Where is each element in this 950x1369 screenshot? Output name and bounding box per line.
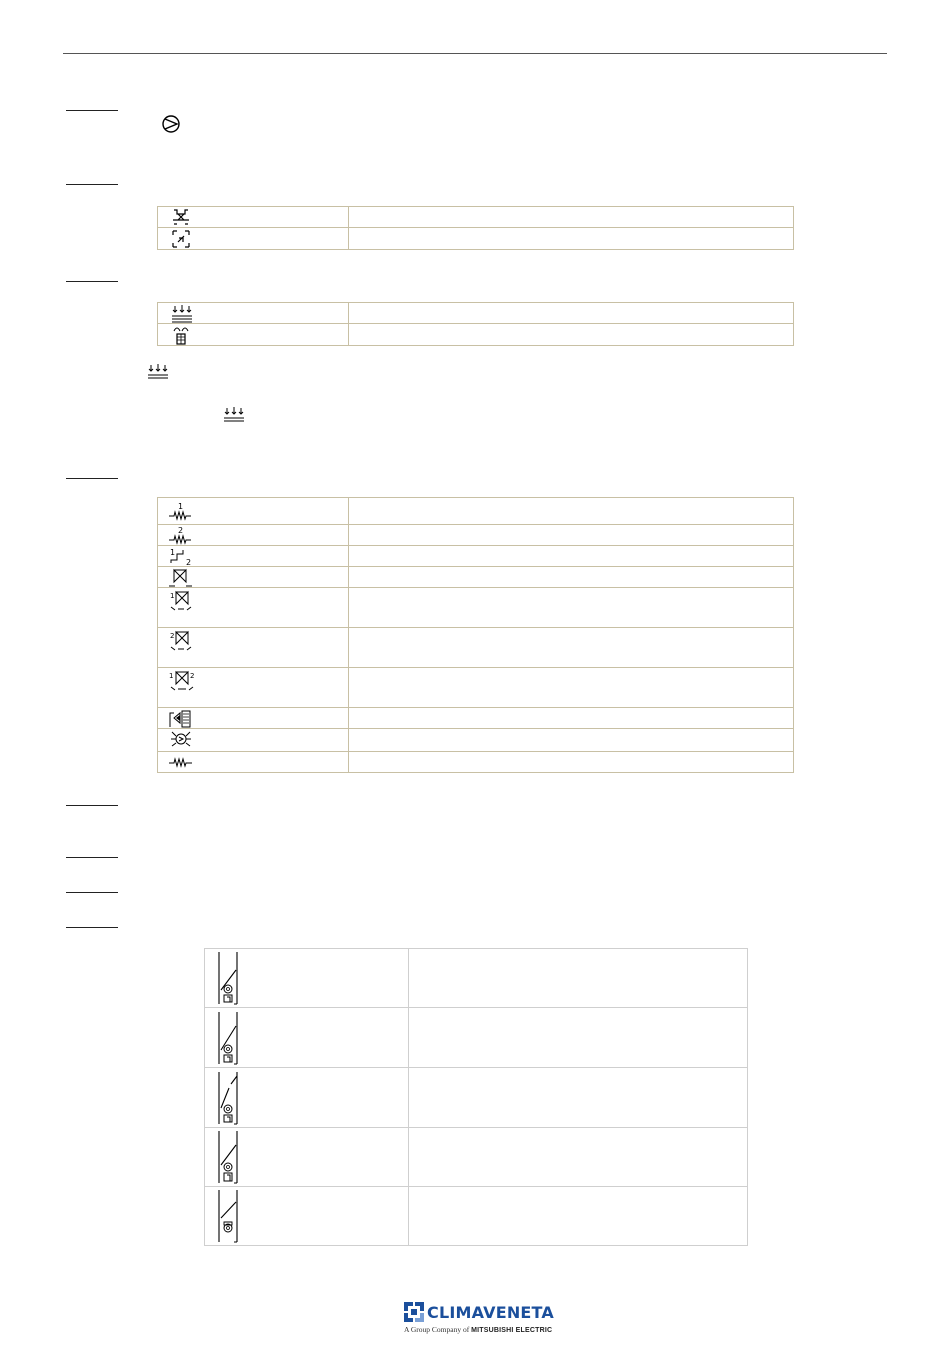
- damper-icon-4: [217, 1129, 408, 1185]
- damper-icon-3: [217, 1070, 408, 1126]
- humidifier-icon: [146, 362, 170, 382]
- footer-logo: [404, 1302, 554, 1342]
- svg-text:2: 2: [186, 558, 192, 566]
- table-row: [205, 1068, 748, 1128]
- humidifier-icon: [170, 303, 348, 323]
- table-row: [158, 567, 794, 588]
- heater-stage-2-icon: [168, 525, 348, 545]
- tagline-company: MITSUBISHI ELECTRIC: [471, 1327, 553, 1334]
- table-row: [205, 1187, 748, 1246]
- svg-text:1: 1: [178, 502, 184, 511]
- valve-1-icon: [168, 590, 348, 612]
- svg-text:2: 2: [178, 526, 184, 535]
- svg-text:2: 2: [170, 632, 175, 640]
- damper-icon-5: [217, 1188, 408, 1244]
- table-row: [158, 628, 794, 668]
- valve-1-2-icon: [168, 670, 348, 692]
- header-rule: [63, 53, 887, 54]
- svg-text:1: 1: [169, 672, 174, 680]
- resistance-icon: [168, 752, 348, 772]
- heater-steps-icon: [168, 546, 348, 566]
- table-row: [158, 546, 794, 567]
- damper-table: [204, 948, 748, 1246]
- burner-icon: [168, 708, 348, 728]
- table-row: [205, 1128, 748, 1187]
- solenoid-valve-icon: [170, 207, 348, 227]
- compressor-icon: [160, 114, 182, 134]
- section-rule: [66, 110, 118, 111]
- table-row: [158, 708, 794, 729]
- section-rule: [66, 281, 118, 282]
- humidifier-cylinder-icon: [170, 325, 348, 345]
- humidifier-table: [157, 302, 794, 346]
- brand-tagline: [404, 1325, 554, 1334]
- svg-text:1: 1: [170, 548, 176, 557]
- table-row: [158, 752, 794, 773]
- humidifier-icon: [222, 405, 246, 425]
- expansion-table: [157, 206, 794, 250]
- table-row: [205, 1008, 748, 1068]
- table-row: [205, 949, 748, 1008]
- table-row: [158, 228, 794, 250]
- table-row: [158, 588, 794, 628]
- svg-text:2: 2: [190, 672, 195, 680]
- table-row: [158, 525, 794, 546]
- electronic-valve-icon: [170, 229, 348, 249]
- climaveneta-logo-icon: [404, 1302, 424, 1322]
- section-rule: [66, 927, 118, 928]
- section-rule: [66, 857, 118, 858]
- brand-name: CLIMAVENETA: [427, 1302, 554, 1322]
- pump-icon: [168, 729, 348, 751]
- section-rule: [66, 184, 118, 185]
- tagline-prefix: A Group Company of: [404, 1325, 470, 1334]
- section-rule: [66, 805, 118, 806]
- section-rule: [66, 478, 118, 479]
- table-row: [158, 207, 794, 228]
- heater-stage-1-icon: [168, 501, 348, 521]
- hot-water-valve-icon: [168, 567, 348, 587]
- damper-icon-2: [217, 1010, 408, 1066]
- table-row: [158, 668, 794, 708]
- damper-icon-1: [217, 950, 408, 1006]
- table-row: [158, 324, 794, 346]
- table-row: [158, 729, 794, 752]
- valve-2-icon: [168, 630, 348, 652]
- section-rule: [66, 892, 118, 893]
- svg-text:1: 1: [170, 592, 175, 600]
- table-row: [158, 498, 794, 525]
- heating-table: [157, 497, 794, 773]
- table-row: [158, 303, 794, 324]
